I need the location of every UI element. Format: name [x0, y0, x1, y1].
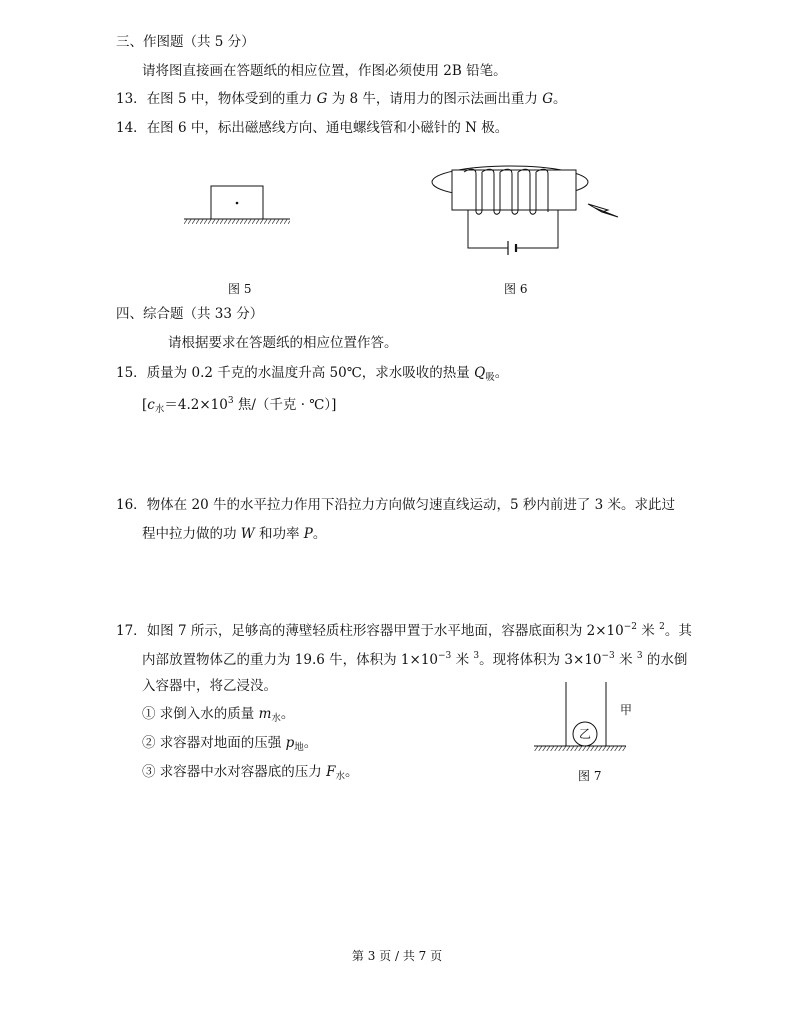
- figure-6: [430, 160, 630, 265]
- ground-hatch: [534, 746, 626, 751]
- question-text: 物体在 20 牛的水平拉力作用下沿拉力方向做匀速直线运动，5 秒内前进了 3 米。求此过: [146, 497, 675, 513]
- variable-f: F: [326, 764, 336, 780]
- question-16-line2: [142, 524, 326, 544]
- subscript: 水: [154, 404, 165, 415]
- question-text: 米: [637, 623, 660, 639]
- variable-m: m: [258, 706, 272, 722]
- question-text: 内部放置物体乙的重力为 19.6 牛，体积为 1×10: [142, 652, 439, 668]
- superscript: 3: [473, 651, 480, 661]
- compass-needle: [588, 204, 618, 217]
- section3-instruction: 请将图直接画在答题纸的相应位置，作图必须使用 2B 铅笔。: [142, 63, 507, 79]
- question-text: 的水倒: [642, 652, 688, 668]
- question-17-line3: 入容器中，将乙浸没。: [142, 678, 277, 694]
- question-text: 质量为 0.2 千克的水温度升高 50℃，求水吸收的热量: [146, 365, 475, 381]
- question-17-sub3: [142, 762, 358, 787]
- question-16-line1: [116, 495, 675, 515]
- ground-hatch: [184, 219, 290, 224]
- variable-w: W: [240, 526, 255, 542]
- superscript: −2: [623, 622, 638, 632]
- circuit-wires: [468, 210, 558, 248]
- subscript: 吸: [485, 372, 495, 383]
- object-yi-label: 乙: [579, 727, 592, 741]
- section4-instruction: 请根据要求在答题纸的相应位置作答。: [168, 335, 398, 351]
- figure-6-caption: 图 6: [504, 282, 528, 296]
- variable-q: Q: [474, 365, 486, 381]
- question-number: 16．: [116, 497, 147, 513]
- figure-5-caption: 图 5: [228, 282, 252, 296]
- figure-5: [180, 182, 300, 232]
- page-number: 第 3 页 / 共 7 页: [351, 949, 443, 963]
- question-17-line1: [116, 617, 692, 641]
- variable-p: P: [303, 526, 313, 542]
- question-text: 。现将体积为 3×10: [479, 652, 602, 668]
- question-text: 。其: [664, 623, 692, 639]
- question-14: [116, 118, 508, 138]
- question-text: 。: [494, 365, 509, 381]
- question-text: 。: [312, 526, 327, 542]
- center-dot: [236, 202, 239, 205]
- sub-question-text: 。: [280, 706, 295, 722]
- section3-heading: 三、作图题（共 5 分）: [116, 34, 255, 50]
- container-jia-label: 甲: [620, 703, 633, 717]
- question-15-formula: [142, 391, 336, 420]
- question-number: 14．: [116, 120, 147, 136]
- superscript: −3: [438, 651, 452, 661]
- superscript: 2: [659, 622, 665, 632]
- question-text: 。: [553, 91, 567, 107]
- sub-question-text: 。: [303, 735, 318, 751]
- question-number: 13．: [116, 91, 147, 107]
- section4-heading: 四、综合题（共 33 分）: [116, 306, 264, 322]
- variable-g: G: [316, 91, 328, 107]
- formula-text: ＝4.2×10: [164, 397, 228, 413]
- question-text: 在图 6 中，标出磁感线方向、通电螺线管和小磁针的 N 极。: [146, 120, 509, 136]
- formula-bracket: [: [142, 397, 148, 413]
- question-number: 17．: [116, 623, 147, 639]
- question-text: 和功率: [254, 526, 304, 542]
- superscript: −3: [601, 651, 615, 661]
- subscript: 水: [335, 771, 345, 782]
- variable-g: G: [542, 91, 554, 107]
- question-text: 米: [451, 652, 474, 668]
- variable-p: p: [285, 735, 295, 751]
- figure-7-caption: 图 7: [578, 769, 602, 783]
- question-13: [116, 89, 567, 109]
- question-17-sub2: [142, 733, 317, 758]
- variable-c: c: [147, 397, 155, 413]
- formula-text: 焦/（千克 · ℃）]: [233, 397, 337, 413]
- sub-question-text: ② 求容器对地面的压强: [142, 735, 286, 751]
- sub-question-text: 。: [344, 764, 359, 780]
- question-text: 在图 5 中，物体受到的重力: [146, 91, 317, 107]
- superscript: 3: [636, 651, 643, 661]
- question-text: 如图 7 所示，足够高的薄壁轻质柱形容器甲置于水平地面，容器底面积为 2×10: [146, 623, 624, 639]
- solenoid-core: [452, 170, 576, 210]
- sub-question-text: ③ 求容器中水对容器底的压力: [142, 764, 327, 780]
- question-text: 程中拉力做的功: [142, 526, 241, 542]
- question-17-sub1: [142, 704, 294, 729]
- question-15: [116, 363, 508, 388]
- question-17-line2: [142, 646, 687, 670]
- subscript: 地: [294, 742, 304, 753]
- question-text: 米: [614, 652, 637, 668]
- question-text: 为 8 牛，请用力的图示法画出重力: [327, 91, 543, 107]
- sub-question-text: ① 求倒入水的质量: [142, 706, 259, 722]
- subscript: 水: [271, 713, 281, 724]
- superscript: 3: [227, 396, 234, 406]
- battery: [508, 241, 516, 255]
- question-number: 15．: [116, 365, 147, 381]
